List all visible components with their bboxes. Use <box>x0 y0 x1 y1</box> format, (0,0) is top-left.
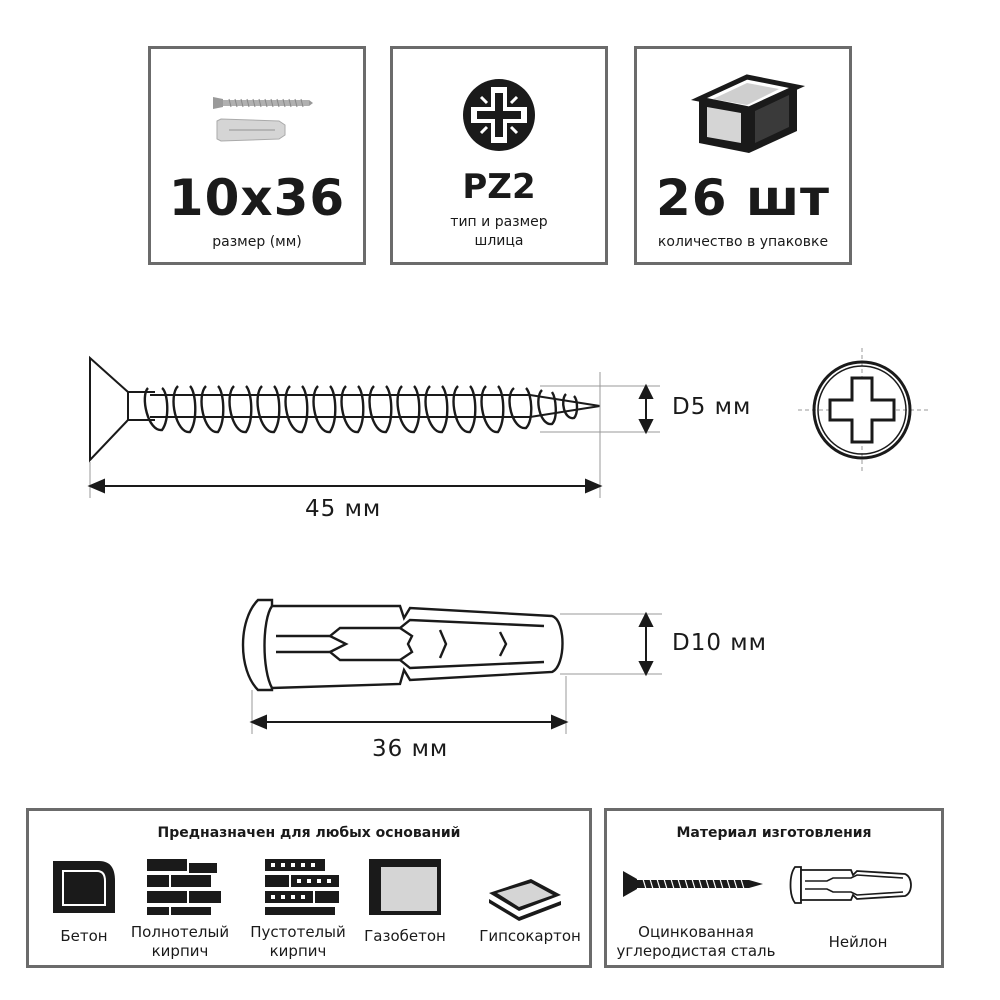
screw-and-anchor-icon <box>209 89 329 149</box>
base-label-hollow-brick: Пустотелый кирпич <box>250 923 346 960</box>
concrete-icon <box>49 857 119 917</box>
pozidriv-head-icon <box>459 75 539 155</box>
screw-head-top-view <box>798 348 928 474</box>
anchor-drawing <box>0 596 1000 756</box>
slot-card <box>390 46 608 265</box>
bases-panel <box>26 808 592 968</box>
box-icon <box>693 63 803 153</box>
slot-caption-line1: тип и размер <box>450 214 548 230</box>
hollow-brick-icon <box>263 857 343 917</box>
screw-threads <box>145 386 577 432</box>
anchor-length-label: 36 мм <box>372 736 449 762</box>
solid-brick-icon <box>145 857 225 917</box>
screw-length-label: 45 мм <box>305 496 382 522</box>
quantity-card <box>634 46 852 265</box>
screw-drawing <box>0 340 1000 570</box>
material-label-nylon: Нейлон <box>828 933 888 951</box>
quantity-caption: количество в упаковке <box>657 234 829 250</box>
base-label-solid-brick: Полнотелый кирпич <box>130 923 230 960</box>
steel-screw-icon <box>621 869 771 899</box>
screw-diameter-label: D5 мм <box>672 394 752 420</box>
slot-value: PZ2 <box>462 167 536 207</box>
slot-caption-line2: шлица <box>474 233 524 249</box>
quantity-value: 26 шт <box>655 169 831 227</box>
size-caption: размер (мм) <box>212 234 302 250</box>
aerated-concrete-icon <box>365 857 445 917</box>
base-label-concrete: Бетон <box>60 927 108 945</box>
material-label-steel: Оцинкованная углеродистая сталь <box>616 923 776 960</box>
size-card <box>148 46 366 265</box>
material-title: Материал изготовления <box>676 825 872 841</box>
size-value: 10x36 <box>168 169 346 227</box>
base-label-drywall: Гипсокартон <box>479 927 581 945</box>
material-panel <box>604 808 944 968</box>
base-label-aerated-concrete: Газобетон <box>364 927 446 945</box>
drywall-icon <box>485 869 565 929</box>
nylon-anchor-icon <box>787 865 917 905</box>
bases-title: Предназначен для любых оснований <box>157 825 461 841</box>
anchor-diameter-label: D10 мм <box>672 630 767 656</box>
